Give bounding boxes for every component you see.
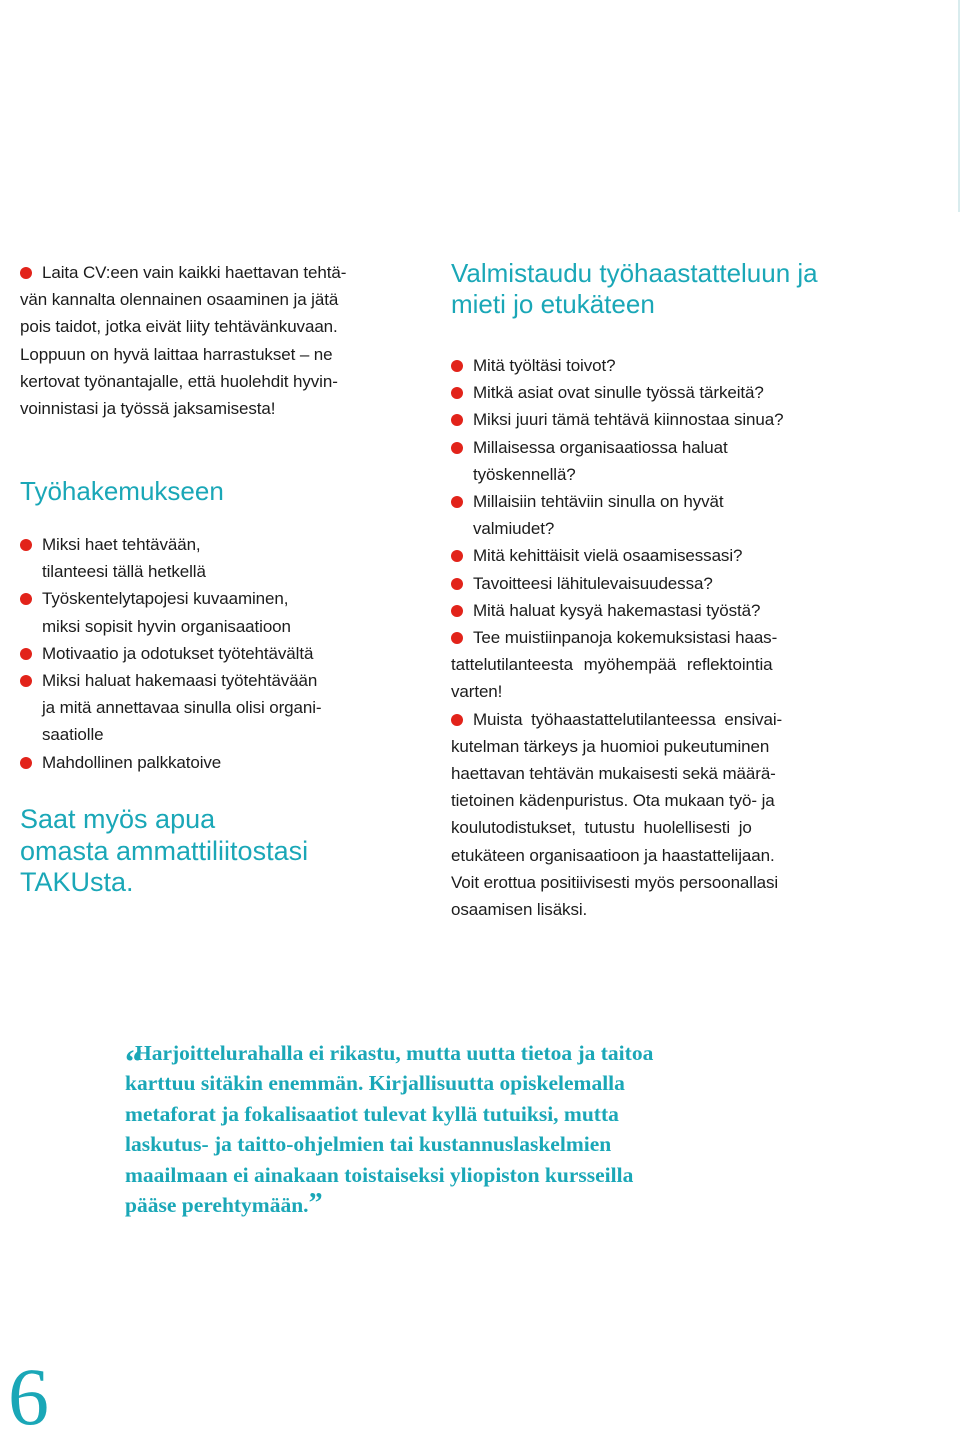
list-item-line: miksi sopisit hyvin organisaatioon	[42, 616, 291, 636]
bullet-icon	[451, 605, 463, 617]
union-help-callout	[20, 804, 400, 899]
bullet-icon	[451, 442, 463, 454]
bullet-icon	[451, 496, 463, 508]
application-checklist	[20, 531, 400, 776]
list-item-line: Muista työhaastattelutilanteessa ensivai-	[473, 709, 783, 729]
list-item	[451, 352, 836, 379]
bullet-icon	[20, 757, 32, 769]
list-item	[451, 570, 836, 597]
quote-line: pääse perehtymään.	[125, 1193, 309, 1218]
title-line: Valmistaudu työhaastatteluun ja	[451, 258, 818, 288]
list-item-line: Millaisessa organisaatiossa haluat	[473, 437, 728, 457]
interview-checklist	[451, 352, 836, 923]
list-item-line: Mitä työltäsi toivot?	[473, 356, 616, 375]
quote-line: laskutus- ja taitto-ohjelmien tai kustannuslaskelmien	[125, 1132, 612, 1157]
list-item-line: Mitä haluat kysyä hakemastasi työstä?	[473, 600, 761, 620]
list-item-line: tietoinen kädenpuristus. Ota mukaan työ- ja	[451, 791, 775, 811]
list-item-line: varten!	[451, 682, 503, 702]
intro-line: Laita CV:een vain kaikki haettavan tehtä-	[42, 263, 347, 282]
list-item	[451, 597, 836, 624]
list-item-line: Tavoitteesi lähitulevaisuudessa?	[473, 573, 713, 593]
bullet-icon	[20, 648, 32, 660]
bullet-icon	[451, 714, 463, 726]
title-line: mieti jo etukäteen	[451, 289, 655, 319]
intro-bullet-item	[20, 259, 400, 422]
bullet-icon	[451, 414, 463, 426]
intro-line: pois taidot, jotka eivät liity tehtävänkuvaan.	[20, 317, 338, 337]
pull-quote	[125, 1038, 745, 1220]
bullet-icon	[20, 593, 32, 605]
list-item-line: Tee muistiinpanoja kokemuksistasi haas-	[473, 628, 778, 648]
list-item	[20, 640, 400, 667]
list-item-line: valmiudet?	[473, 519, 555, 539]
list-item-line: tilanteesi tällä hetkellä	[42, 562, 206, 582]
list-item-line: Miksi juuri tämä tehtävä kiinnostaa sinua?	[473, 410, 784, 430]
quote-line: maailmaan ei ainakaan toistaiseksi yliopiston kursseilla	[125, 1162, 634, 1187]
list-item	[451, 406, 836, 433]
intro-line: vän kannalta olennainen osaaminen ja jätä	[20, 290, 339, 310]
list-item-line: Työskentelytapojesi kuvaaminen,	[42, 589, 289, 609]
bullet-icon	[451, 387, 463, 399]
bullet-icon	[451, 360, 463, 372]
list-item-line: Millaisiin tehtäviin sinulla on hyvät	[473, 492, 724, 512]
list-item	[20, 585, 400, 639]
intro-line: kertovat työnantajalle, että huolehdit hyvin-	[20, 371, 338, 391]
list-item-line: tattelutilanteesta myöhempää reflektointia	[451, 655, 773, 675]
list-item	[20, 667, 400, 749]
list-item	[451, 379, 836, 406]
callout-line: omasta ammattiliitostasi	[20, 835, 309, 866]
bullet-icon	[20, 675, 32, 687]
list-item-line: Motivaatio ja odotukset työtehtävältä	[42, 643, 314, 663]
bullet-icon	[451, 578, 463, 590]
list-item-line: Voit erottua positiivisesti myös persoonallasi	[451, 872, 779, 892]
callout-line: Saat myös apua	[20, 804, 216, 834]
intro-line: voinnistasi ja työssä jaksamisesta!	[20, 399, 276, 419]
list-item	[20, 749, 400, 776]
close-quote-mark: ”	[308, 1188, 323, 1220]
list-item-line: haettavan tehtävän mukaisesti sekä määrä-	[451, 764, 776, 784]
list-item-line: kutelman tärkeys ja huomioi pukeutuminen	[451, 736, 770, 756]
list-item-line: osaamisen lisäksi.	[451, 900, 588, 920]
list-item	[451, 706, 836, 924]
bullet-icon	[451, 550, 463, 562]
list-item-line: Mitkä asiat ovat sinulle työssä tärkeitä?	[473, 383, 764, 403]
open-quote-mark: “	[125, 1044, 142, 1081]
quote-line: karttuu sitäkin enemmän. Kirjallisuutta opiskelemalla	[125, 1071, 625, 1096]
intro-paragraph	[20, 259, 400, 422]
list-item	[451, 624, 836, 706]
callout-line: TAKUsta.	[20, 867, 134, 897]
list-item-line: Mahdollinen palkkatoive	[42, 752, 222, 772]
quote-line: metaforat ja fokalisaatiot tulevat kyllä tutuiksi, mutta	[125, 1101, 619, 1126]
section-title-tyohakemukseen: Työhakemukseen	[20, 476, 224, 506]
intro-line: Loppuun on hyvä laittaa harrastukset – ne	[20, 344, 333, 364]
quote-line: Harjoittelurahalla ei rikastu, mutta uutta tietoa ja taitoa	[135, 1041, 654, 1065]
list-item-line: ja mitä annettavaa sinulla olisi organi-	[42, 698, 322, 718]
list-item	[20, 531, 400, 585]
list-item	[451, 542, 836, 569]
list-item-line: Mitä kehittäisit vielä osaamisessasi?	[473, 546, 743, 566]
bullet-icon	[20, 267, 32, 279]
list-item-line: koulutodistukset, tutustu huolellisesti jo	[451, 818, 752, 838]
bullet-icon	[20, 539, 32, 551]
section-title-valmistaudu	[451, 258, 841, 320]
list-item-line: saatiolle	[42, 725, 104, 745]
list-item	[451, 434, 836, 488]
list-item-line: työskennellä?	[473, 464, 576, 484]
list-item	[451, 488, 836, 542]
list-item-line: etukäteen organisaatioon ja haastattelijaan.	[451, 845, 775, 865]
list-item-line: Miksi haet tehtävään,	[42, 535, 201, 554]
quote-last-line	[125, 1190, 745, 1220]
bullet-icon	[451, 632, 463, 644]
list-item-line: Miksi haluat hakemaasi työtehtävään	[42, 671, 318, 691]
page-number: 6	[8, 1351, 49, 1442]
